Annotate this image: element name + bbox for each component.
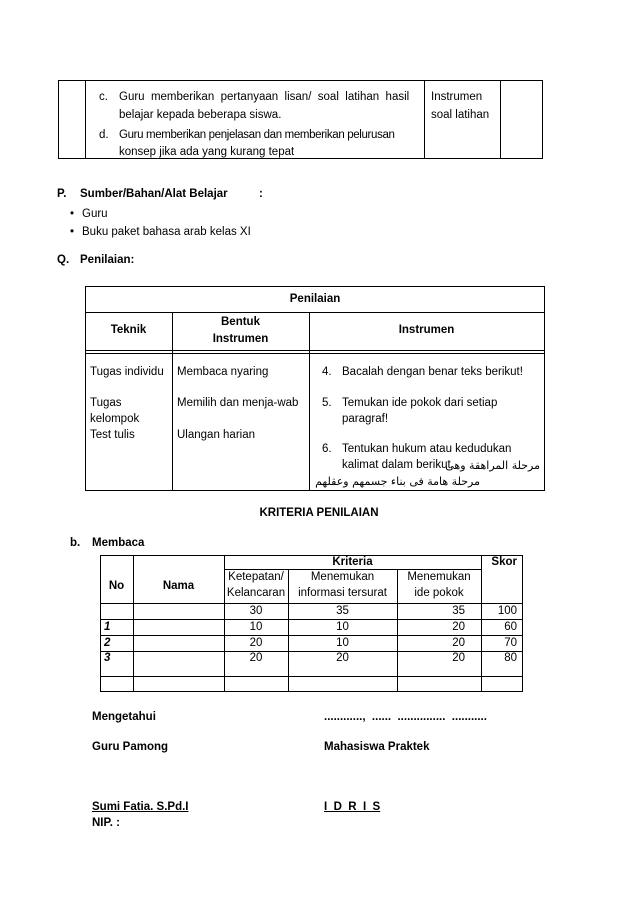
col-teknik: Teknik: [110, 324, 147, 336]
row-cell: 10: [249, 621, 263, 633]
instrumen-text: Bacalah dengan benar teks berikut!: [342, 366, 523, 378]
instrumen-text: Tentukan hukum atau kedudukan: [342, 443, 512, 455]
row-no: 3: [104, 652, 111, 664]
subcol-line2: informasi tersurat: [298, 587, 387, 599]
col-kriteria: Kriteria: [332, 556, 373, 568]
guru-pamong-label: Guru Pamong: [92, 741, 169, 753]
max-cell: 30: [249, 605, 263, 617]
row-cell: 10: [336, 621, 349, 633]
teknik-item: kelompok: [90, 413, 140, 425]
criteria-sub-title: Membaca: [92, 537, 145, 549]
mahasiswa-label: Mahasiswa Praktek: [324, 741, 430, 753]
subcol-line1: Menemukan: [310, 571, 375, 583]
row-cell: 20: [249, 637, 263, 649]
row-cell: 20: [249, 652, 263, 664]
row-cell: 20: [452, 621, 465, 633]
subcol-line1: Ketepatan/: [228, 571, 284, 583]
date-line: ............, ...... ............... ...........: [324, 711, 487, 723]
arabic-text: مرحلة هامة فى بناء جسمهم وعقلهم: [315, 475, 480, 488]
row-cell: 20: [452, 652, 465, 664]
section-q-label: Q.: [57, 254, 70, 266]
item-c-line2: belajar kepada beberapa siswa.: [119, 109, 282, 121]
criteria-sub-label: b.: [70, 537, 81, 549]
col-nama: Nama: [162, 580, 195, 592]
item-c-line1: Guru memberikan pertanyaan lisan/ soal latihan hasil: [119, 91, 410, 103]
row-cell: 80: [504, 652, 517, 664]
row-no: 2: [104, 637, 111, 649]
subcol-line2: Kelancaran: [226, 587, 286, 599]
row-cell: 20: [452, 637, 465, 649]
nip-label: NIP. :: [92, 817, 120, 829]
instrumen-num: 4.: [322, 366, 332, 378]
instrument-line2: soal latihan: [431, 109, 490, 121]
teknik-item: Test tulis: [90, 429, 135, 441]
row-cell: 20: [336, 652, 349, 664]
row-no: 1: [104, 621, 111, 633]
student-name: I D R I S: [324, 801, 381, 813]
criteria-title: KRITERIA PENILAIAN: [259, 507, 379, 519]
item-marker-c: c.: [99, 91, 108, 103]
col-no: No: [108, 580, 125, 592]
section-p-label: P.: [57, 188, 67, 200]
max-cell: 100: [497, 605, 517, 617]
bentuk-item: Membaca nyaring: [177, 366, 269, 378]
subcol-line2: ide pokok: [414, 587, 464, 599]
item-marker-d: d.: [99, 129, 109, 141]
max-cell: 35: [452, 605, 465, 617]
row-cell: 60: [504, 621, 517, 633]
guru-name: Sumi Fatia. S.Pd.I: [92, 801, 189, 813]
section-q-title: Penilaian:: [80, 254, 135, 266]
instrumen-text: paragraf!: [342, 413, 389, 425]
teknik-item: Tugas individu: [90, 366, 164, 378]
teknik-item: Tugas: [90, 397, 122, 409]
section-p-title: Sumber/Bahan/Alat Belajar: [80, 188, 228, 200]
subcol-line1: Menemukan: [407, 571, 471, 583]
instrumen-text: Temukan ide pokok dari setiap: [342, 397, 498, 409]
bullet-item: Guru: [82, 208, 108, 220]
bentuk-item: Memilih dan menja-wab: [177, 397, 299, 409]
assessment-header: Penilaian: [289, 293, 341, 305]
bullet-icon: •: [70, 208, 75, 220]
arabic-text: مرحلة المراهقة وهى: [445, 459, 540, 472]
item-d-line2: konsep jika ada yang kurang tepat: [119, 146, 295, 158]
row-cell: 70: [504, 637, 517, 649]
bentuk-item: Ulangan harian: [177, 429, 256, 441]
bullet-icon: •: [70, 226, 75, 238]
instrumen-num: 5.: [322, 397, 332, 409]
col-instrumen: Instrumen: [398, 324, 455, 336]
col-skor: Skor: [491, 556, 517, 568]
max-cell: 35: [336, 605, 349, 617]
item-d-line1: Guru memberikan penjelasan dan memberikan pelurusan: [119, 129, 395, 141]
col-bentuk-line1: Bentuk: [221, 316, 260, 328]
mengetahui-label: Mengetahui: [92, 711, 156, 723]
section-p-colon: :: [259, 188, 263, 200]
bullet-item: Buku paket bahasa arab kelas XI: [82, 226, 251, 238]
col-bentuk-line2: Instrumen: [212, 333, 269, 345]
instrumen-text: kalimat dalam berikut: [342, 459, 451, 471]
instrument-line1: Instrumen: [431, 91, 483, 103]
row-cell: 10: [336, 637, 349, 649]
instrumen-num: 6.: [322, 443, 332, 455]
